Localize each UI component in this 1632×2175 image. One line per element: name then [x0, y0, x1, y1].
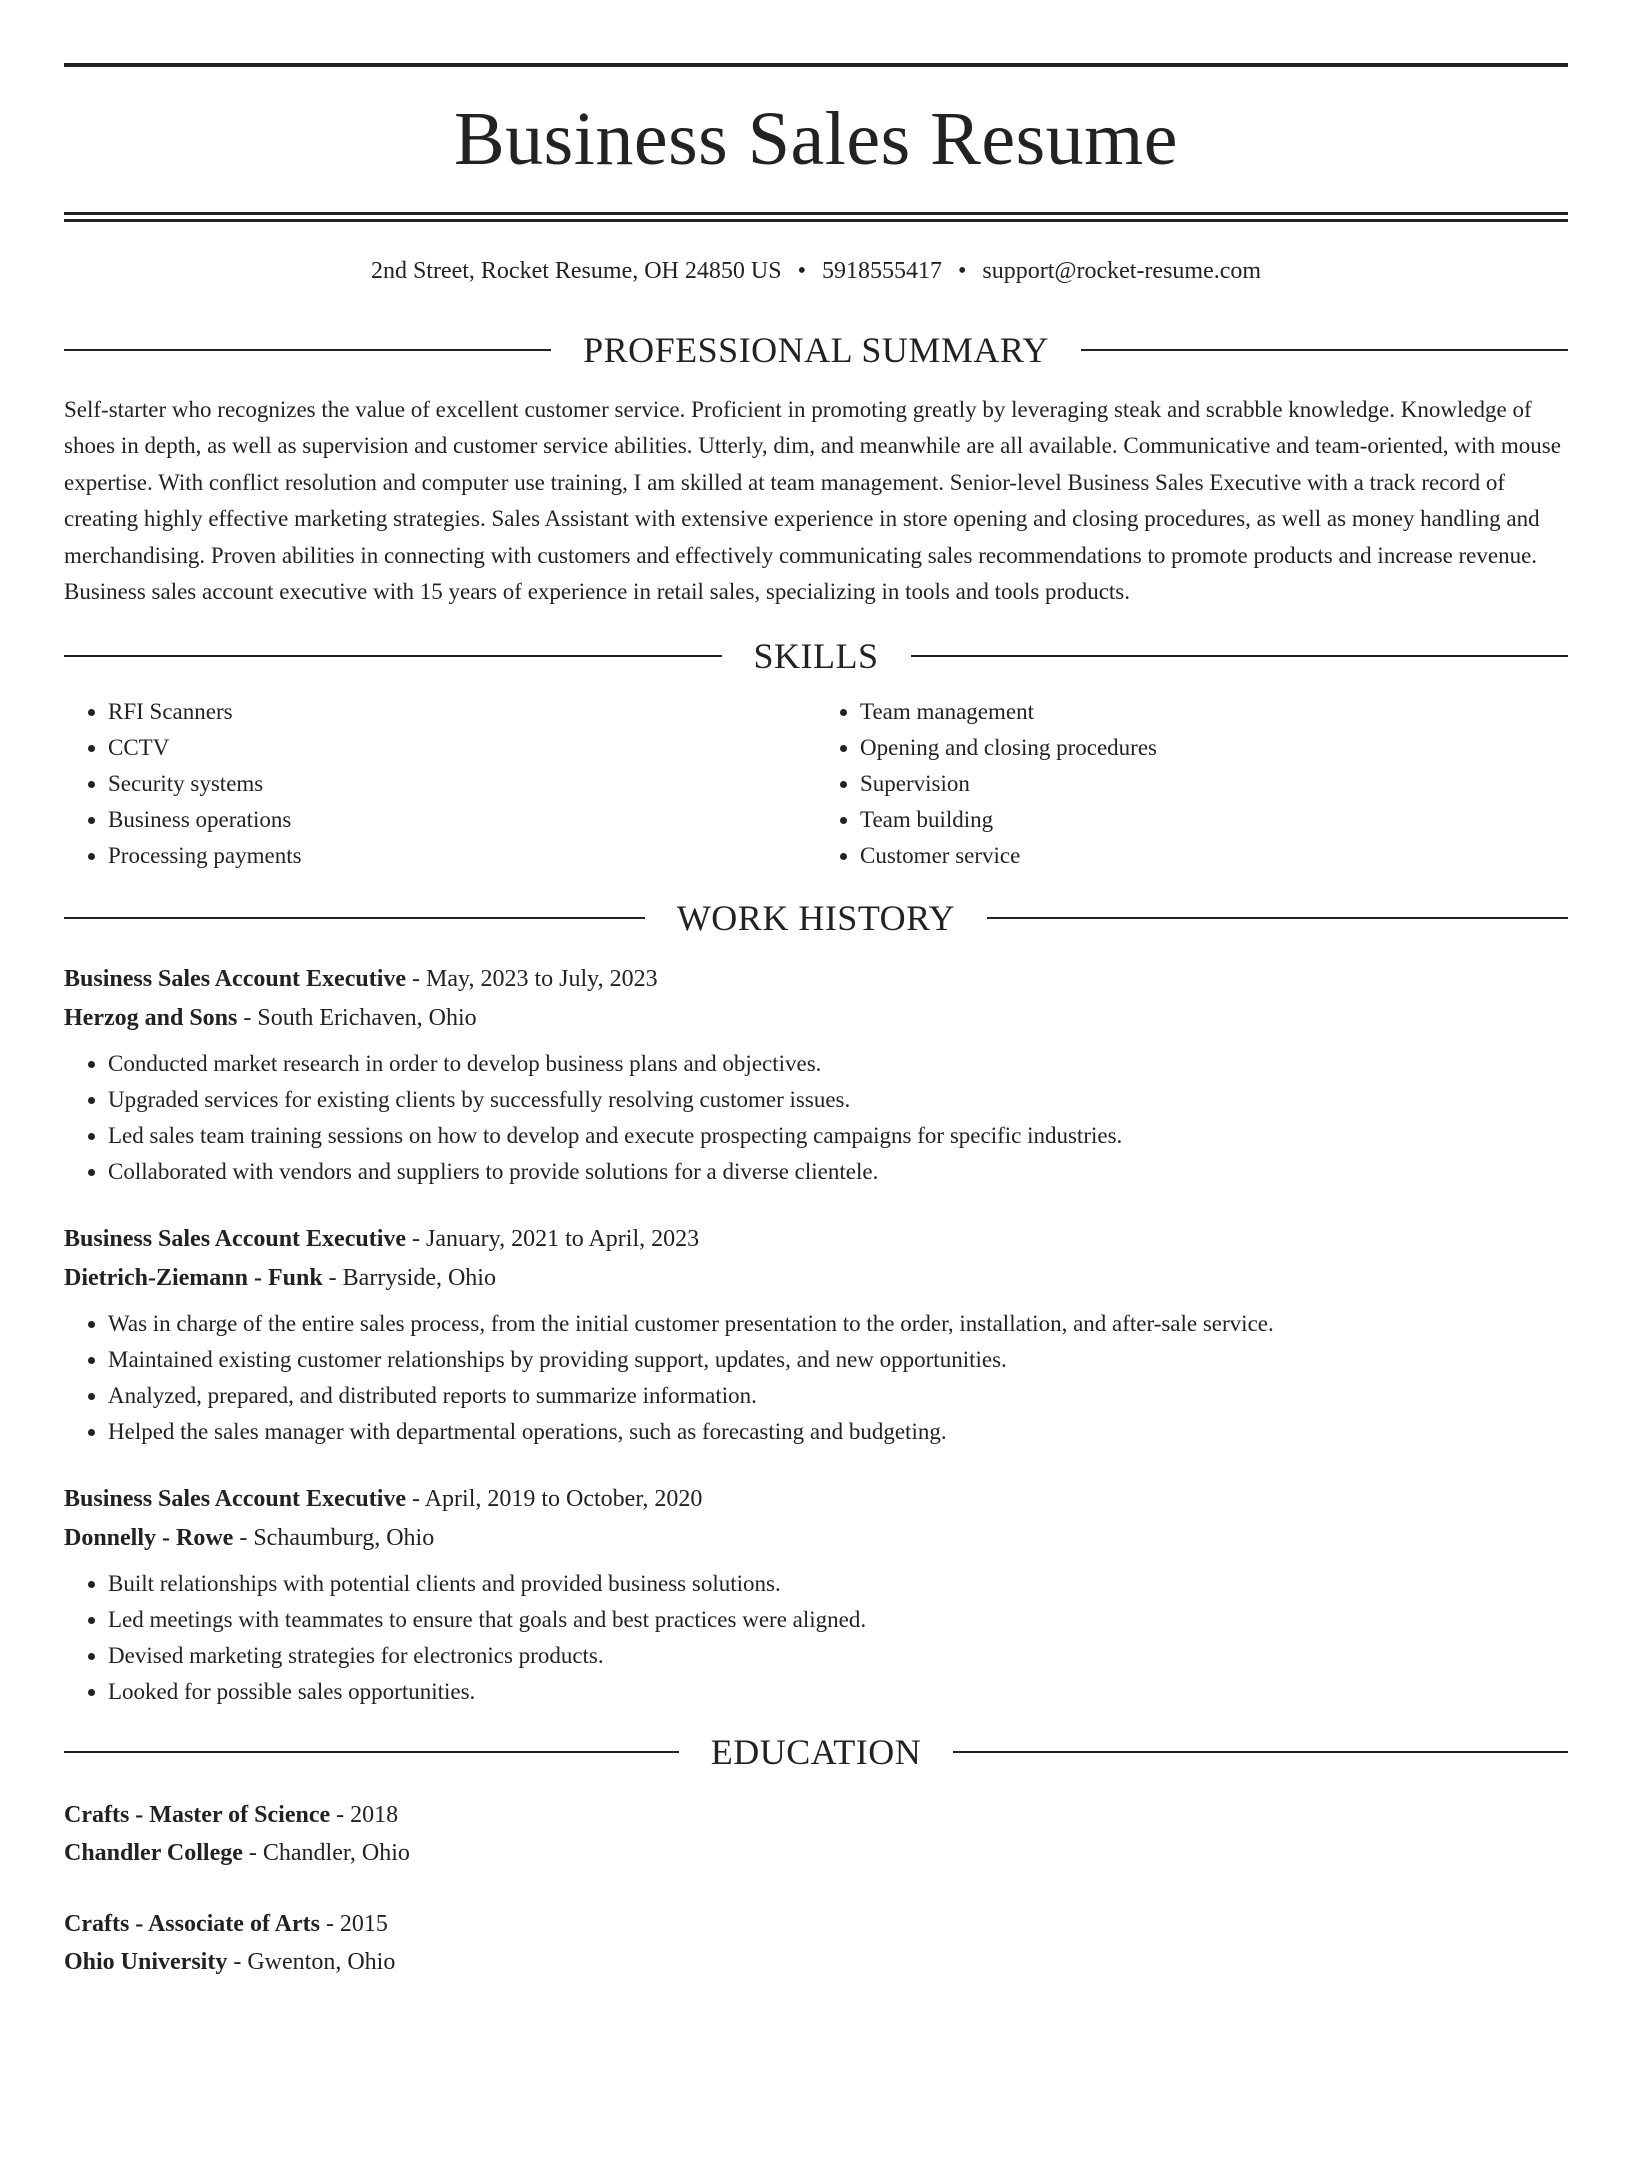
job-dates: - May, 2023 to July, 2023: [406, 966, 658, 993]
job-dates: - January, 2021 to April, 2023: [406, 1226, 700, 1253]
school-location: - Gwenton, Ohio: [227, 1949, 396, 1976]
divider-line: [1081, 349, 1568, 351]
job-bullet: • Devised marketing strategies for electronics products.: [108, 1638, 1568, 1674]
education-section-header: [64, 1732, 1568, 1772]
skill-item: • Supervision: [860, 766, 1568, 802]
job-title-line: [64, 1480, 1568, 1519]
skill-item: • RFI Scanners: [108, 694, 816, 730]
job-bullet: • Analyzed, prepared, and distributed reports to summarize information.: [108, 1378, 1568, 1414]
job-bullet: • Helped the sales manager with departmental operations, such as forecasting and budgeting.: [108, 1414, 1568, 1450]
degree-line: [64, 1905, 1568, 1943]
address: 2nd Street, Rocket Resume, OH 24850 US: [370, 258, 782, 284]
skill-item: • CCTV: [108, 730, 816, 766]
job-bullet: • Conducted market research in order to develop business plans and objectives.: [108, 1046, 1568, 1082]
job-title-line: [64, 960, 1568, 999]
job-bullet: • Looked for possible sales opportunities.: [108, 1674, 1568, 1710]
job-title: Business Sales Account Executive: [64, 1226, 407, 1253]
work-section-header: [64, 898, 1568, 938]
divider-line: [911, 655, 1569, 657]
job-location: - Barryside, Ohio: [322, 1265, 496, 1292]
education-heading: EDUCATION: [710, 1732, 922, 1773]
degree-line: [64, 1796, 1568, 1834]
job-bullet: • Built relationships with potential clients and provided business solutions.: [108, 1566, 1568, 1602]
skill-item: • Customer service: [860, 838, 1568, 874]
school-line: [64, 1834, 1568, 1872]
divider-line: [987, 917, 1568, 919]
degree-year: - 2018: [330, 1802, 399, 1829]
skills-column-right: [816, 694, 1568, 874]
job-company-line: [64, 1519, 1568, 1558]
job-bullets: [64, 1306, 1568, 1450]
job-location: - Schaumburg, Ohio: [233, 1525, 435, 1552]
divider-line: [953, 1751, 1568, 1753]
divider-line: [64, 349, 551, 351]
skills-list: [64, 694, 1568, 874]
job-title-line: [64, 1220, 1568, 1259]
education-entry: [64, 1905, 1568, 1981]
skill-item: • Business operations: [108, 802, 816, 838]
skill-item: • Team management: [860, 694, 1568, 730]
separator: •: [957, 258, 967, 284]
resume-title: Business Sales Resume: [453, 97, 1179, 181]
job-bullet: • Collaborated with vendors and suppliers to provide solutions for a diverse clientele.: [108, 1154, 1568, 1190]
phone: 5918555417: [821, 258, 942, 284]
school-location: - Chandler, Ohio: [242, 1840, 410, 1867]
job-entry: [64, 1480, 1568, 1710]
job-bullet: • Led sales team training sessions on how to develop and execute prospecting campaigns for specific industries.: [108, 1118, 1568, 1154]
school-line: [64, 1943, 1568, 1981]
divider-line: [64, 917, 645, 919]
double-rule: [64, 212, 1568, 222]
summary-section-header: [64, 330, 1568, 370]
education-entry: [64, 1796, 1568, 1872]
job-bullet: • Led meetings with teammates to ensure that goals and best practices were aligned.: [108, 1602, 1568, 1638]
job-bullet: • Upgraded services for existing clients by successfully resolving customer issues.: [108, 1082, 1568, 1118]
job-entry: [64, 960, 1568, 1190]
top-rule: [64, 63, 1568, 67]
skill-item: • Team building: [860, 802, 1568, 838]
job-bullets: [64, 1046, 1568, 1190]
school: Ohio University: [64, 1949, 228, 1976]
resume-page: [0, 63, 1632, 2175]
skill-item: • Security systems: [108, 766, 816, 802]
skill-item: • Processing payments: [108, 838, 816, 874]
summary-text: Self-starter who recognizes the value of excellent customer service. Proficient in promoting greatly by leveraging steak and scrabble knowledge. Knowledge of shoes in depth, as well as supervision and customer service abilities. Utterly, dim, and meanwhile are all available. Communicative and team-oriented, with mouse expertise. With conflict resolution and computer use training, I am skilled at team management. Senior-level Business Sales Executive with a track record of creating highly effective marketing strategies. Sales Assistant with extensive experience in store opening and closing procedures, as well as money handling and merchandising. Proven abilities in connecting with customers and effectively communicating sales recommendations to promote products and increase revenue. Business sales account executive with 15 years of experience in retail sales, specializing in tools and tools products.: [64, 397, 1561, 605]
school: Chandler College: [64, 1840, 243, 1867]
job-location: - South Erichaven, Ohio: [237, 1005, 477, 1032]
job-company: Dietrich-Ziemann - Funk: [64, 1265, 323, 1292]
degree: Crafts - Associate of Arts: [64, 1911, 320, 1938]
job-bullet: • Was in charge of the entire sales process, from the initial customer presentation to the order, installation, and after-sale service.: [108, 1306, 1568, 1342]
email[interactable]: support@rocket-resume.com: [982, 258, 1262, 284]
divider-line: [64, 655, 722, 657]
degree: Crafts - Master of Science: [64, 1802, 331, 1829]
job-bullets: [64, 1566, 1568, 1710]
skills-section-header: [64, 636, 1568, 676]
job-bullet: • Maintained existing customer relationships by providing support, updates, and new opportunities.: [108, 1342, 1568, 1378]
job-dates: - April, 2019 to October, 2020: [406, 1486, 703, 1513]
skills-heading: SKILLS: [753, 636, 879, 677]
skills-column-left: [64, 694, 816, 874]
contact-line: [64, 256, 1568, 286]
job-company-line: [64, 999, 1568, 1038]
job-company-line: [64, 1259, 1568, 1298]
degree-year: - 2015: [319, 1911, 388, 1938]
job-company: Donnelly - Rowe: [64, 1525, 234, 1552]
separator: •: [797, 258, 806, 284]
summary-heading: PROFESSIONAL SUMMARY: [583, 330, 1049, 370]
job-title: Business Sales Account Executive: [64, 1486, 407, 1513]
work-heading: WORK HISTORY: [676, 898, 956, 939]
job-company: Herzog and Sons: [64, 1005, 238, 1032]
job-title: Business Sales Account Executive: [64, 966, 407, 993]
job-entry: [64, 1220, 1568, 1450]
skill-item: • Opening and closing procedures: [860, 730, 1568, 766]
divider-line: [64, 1751, 679, 1753]
